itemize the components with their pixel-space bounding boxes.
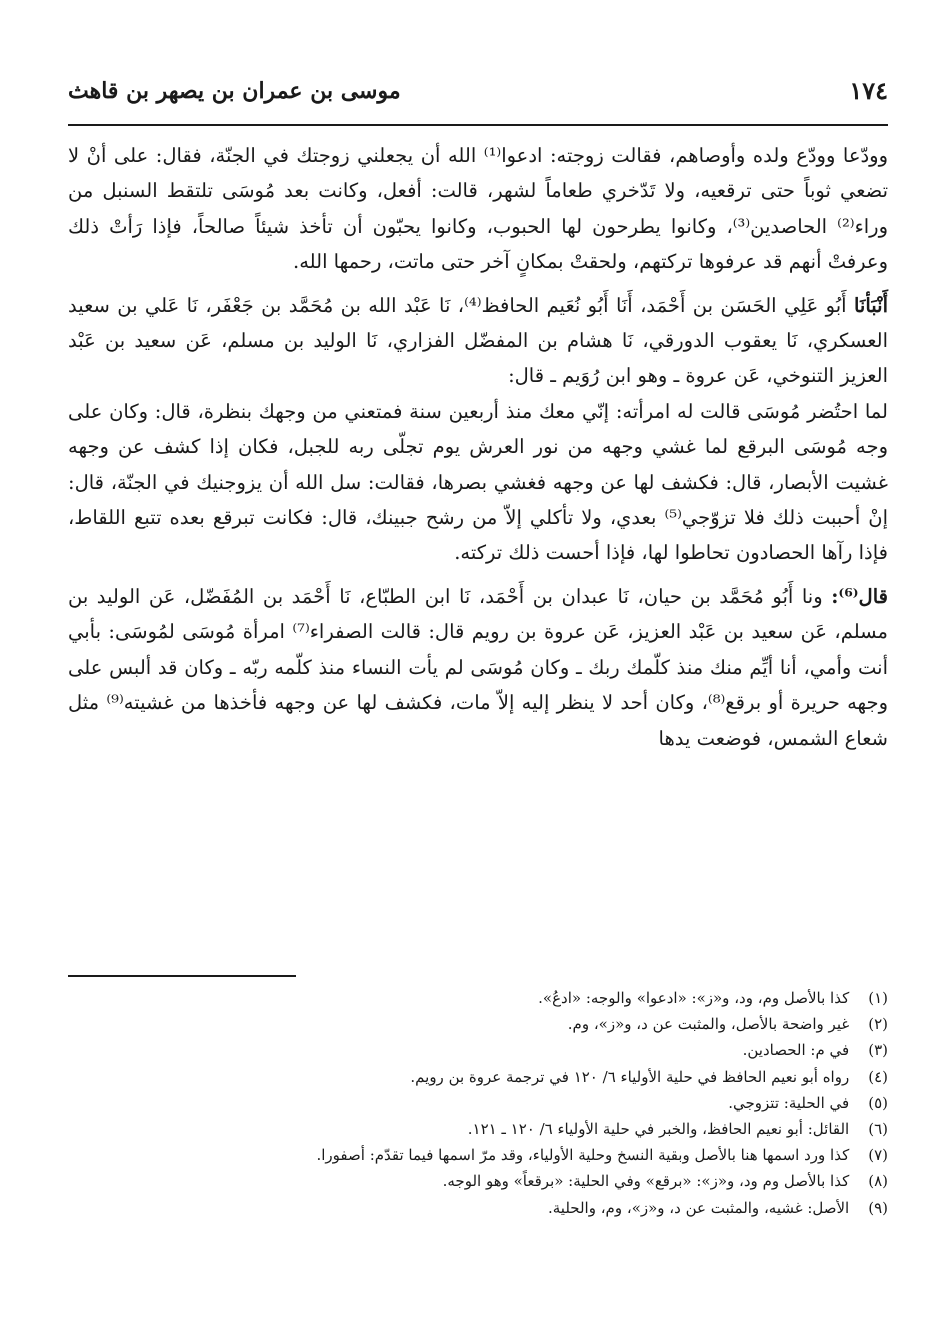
paragraph-lead: قال⁽⁶⁾: [831,584,888,608]
footnote [68,985,888,1011]
footnote-number: (٤) [868,1067,888,1086]
paragraph [68,394,888,571]
page-number: ١٧٤ [849,76,888,105]
footnote [68,1011,888,1037]
footnote [68,1168,888,1194]
footnote-text: القائل: أبو نعيم الحافظ، والخبر في حلية الأولياء ٦/ ١٢٠ ـ ١٢١. [467,1119,850,1138]
footnote [68,1195,888,1221]
footnote-text: في الحلية: تتزوجي. [728,1093,850,1112]
footnote-number: (٩) [868,1198,888,1217]
footnote-text: كذا ورد اسمها هنا بالأصل وبقية النسخ وحلية الأولياء، وقد مرّ اسمها فيما تقدّم: أصفورا. [316,1146,850,1165]
footnote-number: (١) [868,989,888,1007]
footnote [68,1142,888,1168]
footnote-text: كذا بالأصل وم ود، و«ز»: «برقع» وفي الحلية: «برقعاً» وهو الوجه. [442,1172,850,1191]
main-text [68,138,888,756]
header-rule [68,124,888,126]
paragraph [68,288,888,394]
footnote-text: غير واضحة بالأصل، والمثبت عن د، و«ز»، وم. [567,1015,850,1034]
footnote-rule [68,975,296,977]
footnote [68,1064,888,1090]
footnote-number: (٦) [868,1119,888,1138]
footnote-number: (٥) [868,1093,888,1112]
footnote [68,1037,888,1063]
footnote-number: (٣) [868,1041,888,1060]
book-page [68,0,888,1342]
footnote-text: الأصل: غشيه، والمثبت عن د، و«ز»، وم، والحلية. [547,1198,850,1217]
footnote-text: في م: الحصادين. [742,1041,850,1060]
footnote-number: (٢) [868,1015,888,1034]
footnote-text: كذا بالأصل وم، ود، و«ز»: «ادعوا» والوجه: «ادعُ». [538,989,850,1007]
paragraph-text: أَبُو عَلِي الحَسَن بن أَحْمَد، أَنَا أَبُو نُعَيم الحافظ⁽⁴⁾، نَا عَبْد الله بن مُحَمَّد بن جَعْفَر، نَا عَلي بن سعيد العسكري، نَا يعقوب الدورقي، نَا هشام بن المفضّل الفزاري، نَا الوليد بن مسلم، عَن سعيد بن عَبْد العزيز التنوخي، عَن عروة ـ وهو ابن رُوَيم ـ قال: [68,293,888,388]
paragraph-text: ونا أَبُو مُحَمَّد بن حيان، نَا عبدان بن أَحْمَد، نَا ابن الطبّاع، نَا أَحْمَد بن المُفَضّل، عَن الوليد بن مسلم، عَن سعيد بن عَبْد العزيز، عَن عروة بن رويم قال: قالت الصفراء⁽⁷⁾ امرأة مُوسَى لمُوسَى: بأبي أنت وأمي، أنا أيِّم منك منذ كلّمك ربك ـ وكان مُوسَى لم يأت النساء منذ كلّمه ربّه ـ وكان قد ألبس على وجهه حريرة أو برقع⁽⁸⁾، وكان أحد لا ينظر إليه إلاّ مات، فكشف لها عن وجهه فأخذها من غشيته⁽⁹⁾ مثل شعاع الشمس، فوضعت يدها [68,584,888,750]
paragraph-text: لما احتُضر مُوسَى قالت له امرأته: إنّي معك منذ أربعين سنة فمتعني من وجهك بنظرة، قال: وكان على وجه مُوسَى البرقع لما غشي وجهه من نور العرش يوم تجلّى ربه للجبل، فكان إذا كشف عن وجهه غشيت الأبصار، قال: فكشف لها عن وجهه فغشي بصرها، فقالت: سل الله أن يزوجنيك في الجنّة، قال: إنْ أحببت ذلك فلا تزوّجي⁽⁵⁾ بعدي، ولا تأكلي إلاّ من رشح جبينك، قال: فكانت تبرقع بعده تتبع اللقاط، فإذا رآها الحصادون تحاطوا لها، فإذا أحست ذلك تركته. [68,399,889,565]
paragraph-lead: أَنْبَأنَا [853,293,888,317]
footnote-number: (٨) [868,1172,888,1191]
footnote-number: (٧) [868,1146,888,1165]
header-title: موسى بن عمران بن يصهر بن قاهث [68,78,401,104]
paragraph [68,138,888,280]
footnote-text: رواه أبو نعيم الحافظ في حلية الأولياء ٦/ ١٢٠ في ترجمة عروة بن رويم. [410,1067,850,1086]
footnote [68,1116,888,1142]
footnote [68,1090,888,1116]
running-header [68,76,888,116]
paragraph [68,579,888,756]
footnotes [68,985,888,1221]
paragraph-text: وودّعا وودّع ولده وأوصاهم، فقالت زوجته: ادعوا⁽¹⁾ الله أن يجعلني زوجتك في الجنّة، فقال: على أنْ لا تضعي ثوباً حتى ترقعيه، ولا تَدّخري طعاماً لشهر، قالت: أفعل، وكانت بعد مُوسَى تلتقط السنبل من وراء⁽²⁾ الحاصدين⁽³⁾، وكانوا يطرحون لها الحبوب، وكانوا يحبّون أن تأخذ شيئاً صالحاً، فإذا رَأتْ ذلك وعرفتْ أنهم قد عرفوها تركتهم، ولحقتْ بمكانٍ آخر حتى ماتت، رحمها الله. [68,144,888,274]
